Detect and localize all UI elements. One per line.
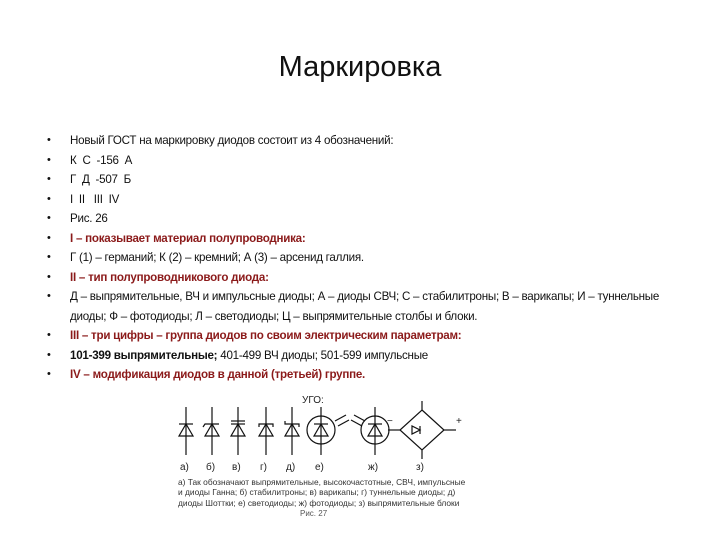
bullet-heading: • I – показывает материал полупроводника:: [47, 231, 306, 245]
minus-sign: −: [387, 415, 393, 427]
bridge-rectifier-symbol: [388, 401, 456, 459]
bullet-item: • 101-399 выпрямительные; 401-499 ВЧ диоды; 501-599 импульсные: [47, 348, 428, 362]
bullet-heading: • II – тип полупроводникового диода:: [47, 270, 269, 284]
bullet-item: • Рис. 26: [47, 212, 108, 225]
tunnel-symbol-d: [259, 407, 273, 455]
bullet-item: • Новый ГОСТ на маркировку диодов состоит из 4 обозначений:: [47, 134, 394, 147]
bullet-item: • I II III IV: [47, 192, 120, 206]
bullet-item: • Г (1) – германий; К (2) – кремний; А (3) – арсенид галлия.: [47, 251, 364, 264]
figure-label: б): [206, 461, 216, 473]
figure-label: а): [180, 461, 189, 473]
zener-symbol-b: [203, 407, 219, 455]
figure-label: з): [416, 461, 424, 473]
bullet-heading: • III – три цифры – группа диодов по своим электрическим параметрам:: [47, 329, 462, 342]
photodiode-symbol: [351, 407, 389, 455]
plus-sign: +: [456, 415, 462, 427]
schottky-symbol-e: [285, 407, 299, 455]
slide-title: Маркировка: [278, 51, 442, 83]
bullet-item: • Г Д -507 Б: [47, 173, 132, 186]
figure-label: е): [315, 461, 324, 473]
figure-label: ж): [368, 461, 379, 473]
bullet-list: [47, 131, 690, 385]
figure-caption: а) Так обозначают выпрямительные, высокочастотные, СВЧ, импульсные и диоды Ганна; б) стабилитроны; в) варикапы; г) туннельные диоды; д) диоды Шоттки; е) светодиоды; ж) фотодиоды; з) выпрямительные блоки: [178, 476, 466, 508]
led-symbol: [307, 407, 349, 455]
bullet-item: • Д – выпрямительные, ВЧ и импульсные диоды; А – диоды СВЧ; С – стабилитроны; В – варикапы; И – туннельные диоды; Ф – фотодиоды; Л – светодиоды; Ц – выпрямительные столбы и блоки.: [47, 290, 660, 323]
figure: [170, 393, 470, 520]
bullet-item: • К С -156 А: [47, 153, 133, 167]
diode-symbols-figure: [170, 393, 470, 475]
figure-number: Рис. 27: [300, 509, 328, 518]
diode-symbol-a: [179, 407, 193, 455]
varicap-symbol-c: [231, 407, 245, 455]
figure-label: д): [286, 461, 296, 473]
figure-heading: УГО:: [302, 394, 324, 406]
figure-label: г): [260, 461, 267, 473]
figure-label: в): [232, 461, 241, 473]
bullet-heading: • IV – модификация диодов в данной (третьей) группе.: [47, 368, 366, 381]
